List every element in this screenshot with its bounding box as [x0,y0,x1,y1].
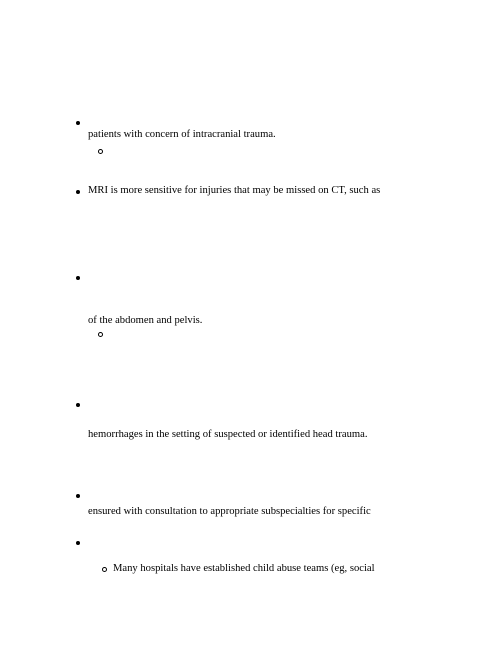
sub-bullet-3 [102,567,107,572]
bullet-4 [76,403,80,407]
bullet-6 [76,541,80,545]
text-line-1: patients with concern of intracranial trauma. [88,129,276,140]
text-line-2: MRI is more sensitive for injuries that may be missed on CT, such as [88,185,381,196]
text-line-4: hemorrhages in the setting of suspected or identified head trauma. [88,429,368,440]
text-line-5: ensured with consultation to appropriate subspecialties for specific [88,506,371,517]
sub-bullet-2 [98,332,103,337]
sub-bullet-1 [98,149,103,154]
bullet-2 [76,190,80,194]
text-line-6: Many hospitals have established child abuse teams (eg, social [113,563,375,574]
text-line-3: of the abdomen and pelvis. [88,315,203,326]
bullet-5 [76,494,80,498]
bullet-1 [76,121,80,125]
bullet-3 [76,276,80,280]
